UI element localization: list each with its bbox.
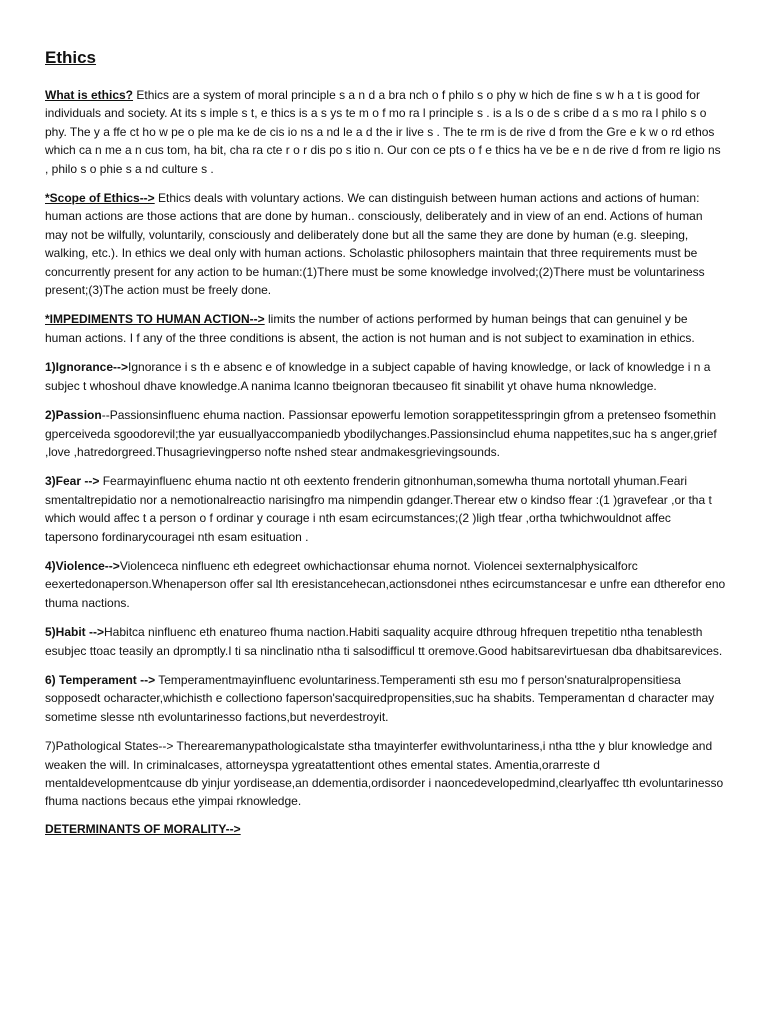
ignorance-paragraph [45, 358, 727, 395]
violence-paragraph [45, 557, 727, 612]
determinants-heading: DETERMINANTS OF MORALITY--> [45, 821, 241, 836]
habit-text: Habitca ninfluenc eth enatureo fhuma naction.Habiti saquality acquire dthroug hfrequen trepetitio ntha tenablesth esubjec ttoac teasily an dpromptly.I ti sa ninclinatio ntha ti salsodifficul tt oremove.Good habitsarevirtuesan dba dhabitsarevices. [45, 625, 723, 658]
temperament-label: 6) Temperament --> [45, 672, 156, 687]
habit-paragraph [45, 623, 727, 660]
passion-label: 2)Passion [45, 408, 102, 423]
fear-label: 3)Fear --> [45, 474, 100, 489]
fear-text: Fearmayinfluenc ehuma nactio nt oth eextento frenderin gitnonhuman,somewha thuma nortotall yhuman.Feari smentaltrepidatio nor a nemotionalreactio narisingfro ma nimpendin gdanger.Therear etw o kindso ffear :(1 )gravefear ,or tha t which would affec t a person o f ordinar y courage i nth esam ecircumstances;(2 )ligh tfear ,ortha twhichwouldnot affec tapersono fordinarycouragei nth esam esituation . [45, 474, 712, 544]
fear-paragraph [45, 472, 727, 546]
document-page [45, 48, 727, 836]
impediments-paragraph [45, 310, 727, 347]
temperament-text: Temperamentmayinfluenc evoluntariness.Temperamenti sth esu mo f person'snaturalpropensitiesa sopposedt ocharacter,whichisth e collectiono faperson'sacquiredpropensities,suc ha shabits. Temperamentan d character may sometime slesse nth evoluntarinesso factions,but neverdestroyit. [45, 672, 715, 724]
ignorance-text: Ignorance i s th e absenc e of knowledge in a subject capable of having knowledge, or lack of knowledge i n a subjec t whoshoul dhave knowledge.A nanima lcanno tbeignoran tbecauseo fit sinabilit yt ohave huma nknowledge. [45, 360, 711, 393]
ignorance-label: 1)Ignorance--> [45, 360, 129, 375]
violence-label: 4)Violence--> [45, 558, 120, 573]
passion-paragraph [45, 406, 727, 461]
scope-text: Ethics deals with voluntary actions. We can distinguish between human actions and actions of human: human actions are those actions that are done by human.. consciously, deliberately and in view of an end. Actions of human may not be wilfully, voluntarily, consciously and deliberately done but all the same they are done by human (e.g. sleeping, walking, etc.). In ethics we deal only with human actions. Scholastic philosophers maintain that three requirements must be concurrently present for any action to be human:(1)There must be some knowledge involved;(2)There must be voluntariness present;(3)The action must be freely done. [45, 191, 705, 298]
pathological-paragraph [45, 737, 727, 811]
scope-paragraph [45, 189, 727, 299]
pathological-text: Therearemanypathologicalstate stha tmayinterfer ewithvoluntariness,i ntha tthe y blur knowledge and weaken the will. In criminalcases, attorneyspa ygreatattentiont othes emental states. Amentia,orarreste d mentaldevelopmentcause db yinjur yordisease,an ddementia,ordisorder i naoncedevelopedmind,clearlyaffec tth evoluntarinesso fhuma nactions becaus ethe yimpai rknowledge. [45, 739, 724, 809]
scope-label: *Scope of Ethics--> [45, 191, 155, 206]
page-title: Ethics [45, 48, 97, 67]
intro-label: What is ethics? [45, 88, 134, 102]
intro-paragraph [45, 86, 727, 178]
passion-text: --Passionsinfluenc ehuma naction. Passionsar epowerfu lemotion sorappetitesspringin gfrom a pretenseo fsomethin gperceiveda sgoodorevil;the yar eusuallyaccompaniedb ybodilychanges.Passionsinclud ehuma nappetites,suc ha s anger,grief ,love ,hatredorgreed.Thusagrievingperso nofte nshed stear andmakesgrievingsounds. [45, 408, 717, 459]
habit-label: 5)Habit --> [45, 625, 105, 640]
impediments-label: *IMPEDIMENTS TO HUMAN ACTION--> [45, 312, 265, 327]
intro-text: Ethics are a system of moral principle s a n d a bra nch o f philo s o phy w hich de fine s w h a t is good for individuals and society. At its s imple s t, e thics is a s ys te m o f mo ra l principle s . is a ls o de s cribe d a s mo ra l philo s o phy. The y a ffe ct ho w pe o ple ma ke de cis io ns a nd le a d the ir live s . The te rm is de rive d from the Gre e k w o rd ethos which ca n me a n cus tom, ha bit, cha ra cte r o r dis po s itio n. Our con ce pts o f e thics ha ve be e n de rive d from re ligio ns , philo s o phie s a nd culture s . [45, 88, 721, 176]
temperament-paragraph [45, 671, 727, 726]
violence-text: Violenceca ninfluenc eth edegreet owhichactionsar ehuma nornot. Violencei sexternalphysicalforc eexertedonaperson.Whenaperson offer sal lth eresistancehecan,actionsdonei nthes ecircumstancesar e unfre ean dtherefor eno thuma nactions. [45, 558, 726, 610]
pathological-label: 7)Pathological States--> [45, 739, 174, 754]
impediments-text: limits the number of actions performed by human beings that can genuinel y be human actions. I f any of the three conditions is absent, the action is not human and is not subject to examination in ethics. [45, 312, 695, 345]
